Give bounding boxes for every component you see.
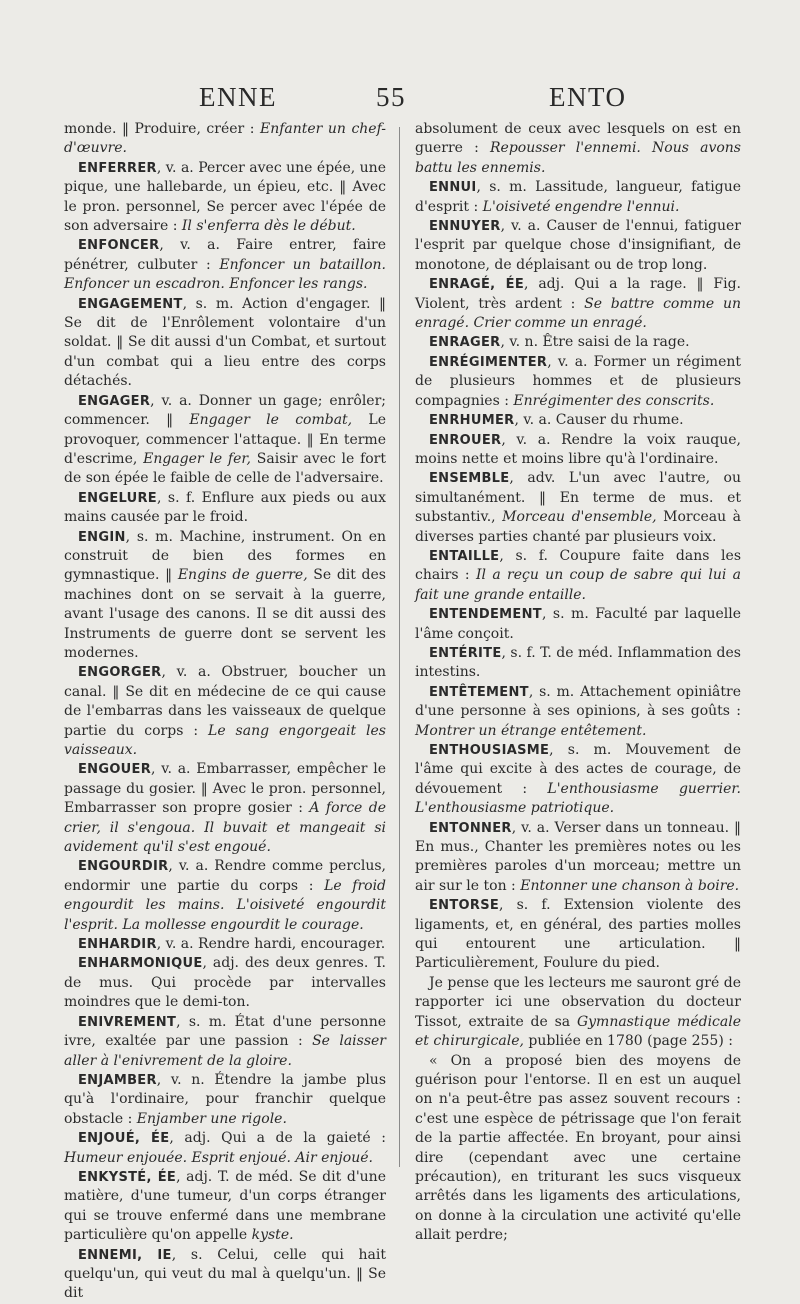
dictionary-entry: [415, 178, 741, 217]
entry-headword: ENJOUÉ, ÉE: [78, 1131, 170, 1147]
entry-headword: ENKYSTÉ, ÉE: [78, 1169, 177, 1185]
example-text: Engager le combat,: [189, 412, 353, 429]
definition-text: , v. a. Former un régiment de plusieurs hommes et de plusieurs compagnies :: [415, 353, 741, 409]
definition-text: , s. m. Mouvement de l'âme qui excite à des actes de courage, de dévouement :: [415, 742, 741, 797]
entry-headword: ENNEMI, IE: [78, 1247, 172, 1263]
definition-text: , s. m. Lassitude, langueur, fatigue d'esprit :: [415, 179, 741, 215]
definition-text: Morceau à diverses parties chanté par plusieurs voix.: [415, 509, 741, 545]
entry-headword: ENGIN: [78, 529, 126, 545]
entry-headword: ENGOUER: [78, 762, 152, 778]
definition-text: , v. a. Causer de l'ennui, fatiguer l'esprit par quelque chose d'insignifiant, de monotone, de déplaisant ou de trop long.: [415, 218, 741, 273]
dictionary-entry: [64, 392, 386, 489]
example-text: kyste.: [251, 1227, 294, 1244]
dictionary-entry: [415, 431, 741, 470]
definition-text: , v. a. Obstruer, boucher un canal. ‖ Se dit en médecine de ce qui cause de l'embarras dans les vaisseaux de quelque partie du corps :: [64, 664, 386, 739]
dictionary-entry: [415, 120, 741, 178]
entry-headword: ENGORGER: [78, 665, 162, 681]
dictionary-entry: [415, 469, 741, 547]
definition-text: , v. a. Verser dans un tonneau. ‖ En mus., Chanter les premières notes ou les premières paroles d'un morceau; mettre un air sur le ton :: [415, 819, 741, 894]
definition-text: , v. a. Rendre comme perclus, endormir une partie du corps :: [64, 858, 386, 894]
example-text: Humeur enjouée. Esprit enjoué. Air enjoué.: [64, 1149, 373, 1166]
definition-text: publiée en 1780 (page 255) :: [523, 1033, 733, 1050]
definition-text: , s. m. Action d'engager. ‖ Se dit de l'Enrôlement volontaire d'un soldat. ‖ Se dit aussi d'un Combat, et surtout d'un combat qui a lieu entre des corps détachés.: [64, 295, 386, 390]
dictionary-entry: [64, 935, 386, 954]
definition-text: , adj. Qui a la rage. ‖ Fig. Violent, très ardent :: [415, 276, 742, 312]
example-text: Enrégimenter des conscrits.: [513, 392, 715, 409]
definition-text: , s. m. Machine, instrument. On en construit de bien des formes en gymnastique. ‖: [64, 528, 386, 584]
example-text: Morceau d'ensemble,: [502, 509, 657, 526]
definition-text: , adj. T. de méd. Se dit d'une matière, d'une tumeur, d'un corps étranger qui se trouve enfermé dans une membrane particulière qu'on appelle: [64, 1168, 386, 1244]
right-guide-word: ENTO: [549, 82, 627, 112]
example-text: L'oisiveté engendre l'ennui.: [482, 198, 680, 215]
dictionary-entry: [415, 333, 741, 352]
entry-headword: ENTÊTEMENT: [429, 684, 529, 700]
entry-headword: ENTORSE: [429, 898, 500, 914]
definition-text: , v. a. Donner un gage; enrôler; commencer. ‖: [64, 392, 386, 429]
example-text: Gymnastique médicale et chirurgicale,: [415, 1013, 741, 1050]
dictionary-entry: [64, 528, 386, 664]
definition-text: , s. f. Extension violente des ligaments, et, en général, des parties molles qui entourent une articulation. ‖ Particulièrement, Foulure du pied.: [415, 897, 741, 972]
entry-headword: ENGELURE: [78, 490, 157, 506]
running-header: [0, 82, 800, 122]
example-text: Montrer un étrange entêtement.: [415, 722, 647, 739]
entry-headword: ENTHOUSIASME: [429, 743, 550, 758]
entry-headword: ENGOURDIR: [78, 859, 169, 875]
example-text: A force de crier, il s'engoua. Il buvait et mangeait si avidement qu'il s'est engoué.: [64, 800, 386, 856]
dictionary-entry: [415, 644, 741, 683]
entry-headword: ENHARDIR: [78, 937, 157, 953]
definition-text: , s. m. Attachement opiniâtre d'une personne à ses opinions, à ses goûts :: [415, 683, 741, 720]
definition-text: , v. a. Rendre hardi, encourager.: [156, 936, 386, 953]
example-text: Enfoncer un bataillon. Enfoncer un escadron. Enfoncer les rangs.: [64, 256, 386, 293]
definition-text: , v. a. Embarrasser, empêcher le passage du gosier. ‖ Avec le pron. personnel, Embarrasser son propre gosier :: [64, 761, 386, 817]
example-text: Repousser l'ennemi. Nous avons battu les ennemis.: [415, 140, 741, 176]
dictionary-entry: [415, 353, 741, 411]
dictionary-entry: [64, 663, 386, 760]
example-text: Il s'enferra dès le début.: [181, 218, 356, 235]
definition-text: , s. m. Faculté par laquelle l'âme conçoit.: [415, 606, 741, 642]
definition-text: , v. a. Rendre la voix rauque, moins nette et moins libre qu'à l'ordinaire.: [415, 431, 741, 467]
dictionary-entry: [64, 295, 386, 392]
example-text: Engager le fer,: [143, 450, 251, 467]
dictionary-entry: [64, 120, 386, 159]
definition-text: , s. f. Coupure faite dans les chairs :: [415, 547, 741, 584]
definition-text: monde. ‖ Produire, créer :: [64, 121, 260, 137]
entry-headword: ENNUI: [429, 180, 477, 196]
entry-headword: ENROUER: [429, 432, 502, 448]
entry-headword: ENTENDEMENT: [429, 607, 542, 623]
definition-text: , v. n. Étendre la jambe plus qu'à l'ordinaire, pour franchir quelque obstacle :: [64, 1071, 386, 1127]
body-paragraph: [415, 974, 741, 1052]
entry-headword: ENHARMONIQUE: [78, 956, 203, 972]
dictionary-entry: [415, 217, 741, 275]
entry-headword: ENSEMBLE: [429, 471, 510, 487]
column-divider: [399, 127, 400, 1167]
dictionary-entry: [64, 159, 386, 237]
example-text: Engins de guerre,: [177, 567, 308, 584]
page-number: 55: [376, 82, 406, 112]
dictionary-entry: [64, 760, 386, 857]
definition-text: Je pense que les lecteurs me sauront gré de rapporter ici une observation du docteur Tissot, extraite de sa: [415, 974, 741, 1030]
definition-text: Se dit des machines dont on se servait à la guerre, avant l'usage des canons. Il se dit aussi des Instruments de guerre dont se servent les modernes.: [64, 567, 386, 661]
dictionary-entry: [64, 489, 386, 528]
dictionary-entry: [64, 857, 386, 935]
definition-text: , adj. des deux genres. T. de mus. Qui procède par intervalles moindres que le demi-ton.: [64, 955, 386, 1011]
example-text: Se laisser aller à l'enivrement de la gloire.: [64, 1033, 386, 1069]
definition-text: , s. f. T. de méd. Inflammation des intestins.: [415, 644, 741, 681]
entry-headword: ENNUYER: [429, 219, 501, 235]
dictionary-entry: [415, 741, 741, 819]
example-text: Se battre comme un enragé. Crier comme un enragé.: [415, 295, 741, 332]
definition-text: , s. m. État d'une personne ivre, exaltée par une passion :: [64, 1013, 386, 1050]
entry-headword: ENFERRER: [78, 160, 157, 176]
entry-headword: ENRÉGIMENTER: [429, 354, 548, 370]
definition-text: , s. Celui, celle qui hait quelqu'un, qui veut du mal à quelqu'un. ‖ Se dit: [64, 1246, 387, 1302]
dictionary-entry: [415, 411, 741, 430]
dictionary-entry: [64, 1246, 386, 1304]
example-text: Le froid engourdit les mains. L'oisiveté engourdit l'esprit. La mollesse engourdit le courage.: [64, 877, 387, 933]
dictionary-entry: [64, 1013, 386, 1071]
example-text: Enfanter un chef-d'œuvre.: [64, 121, 387, 157]
entry-headword: ENTONNER: [429, 820, 512, 836]
entry-headword: ENRAGÉ, ÉE: [429, 277, 525, 293]
definition-text: Saisir avec le fort de son épée le faible de celle de l'adversaire.: [64, 450, 386, 487]
entry-headword: ENFONCER: [78, 238, 160, 254]
example-text: Enjamber une rigole.: [136, 1110, 287, 1127]
dictionary-entry: [415, 275, 741, 333]
entry-headword: ENTAILLE: [429, 548, 500, 564]
definition-text: , s. f. Enflure aux pieds ou aux mains causée par le froid.: [64, 489, 386, 526]
dictionary-entry: [64, 1129, 386, 1168]
definition-text: absolument de ceux avec lesquels on est en guerre :: [415, 121, 741, 157]
dictionary-entry: [415, 605, 741, 644]
entry-headword: ENGAGEMENT: [78, 296, 183, 312]
left-column: [64, 120, 386, 1304]
definition-text: , adv. L'un avec l'autre, ou simultanément. ‖ En terme de mus. et substantiv.,: [415, 470, 741, 526]
dictionary-entry: [415, 547, 741, 605]
left-guide-word: ENNE: [199, 82, 277, 112]
example-text: Entonner une chanson à boire.: [520, 877, 740, 894]
example-text: L'enthousiasme guerrier. L'enthousiasme patriotique.: [415, 780, 741, 817]
entry-headword: ENIVREMENT: [78, 1014, 177, 1030]
dictionary-entry: [415, 819, 741, 897]
definition-text: , adj. Qui a de la gaieté :: [169, 1130, 386, 1147]
dictionary-entry: [64, 954, 386, 1012]
definition-text: , v. a. Percer avec une épée, une pique, une hallebarde, un épieu, etc. ‖ Avec le pron. personnel, Se percer avec l'épée de son adversaire :: [64, 159, 386, 235]
dictionary-entry: [415, 896, 741, 974]
example-text: Le sang engorgeait les vaisseaux.: [64, 722, 386, 758]
definition-text: , v. n. Être saisi de la rage.: [500, 334, 690, 351]
entry-headword: ENRAGER: [429, 335, 501, 351]
right-column: [415, 120, 741, 1246]
entry-headword: ENTÉRITE: [429, 645, 502, 661]
definition-text: , v. a. Faire entrer, faire pénétrer, culbuter :: [64, 237, 386, 273]
dictionary-entry: [64, 1168, 386, 1246]
entry-headword: ENJAMBER: [78, 1072, 157, 1088]
definition-text: , v. a. Causer du rhume.: [514, 412, 684, 429]
definition-text: Le provoquer, commencer l'attaque. ‖ En terme d'escrime,: [64, 412, 386, 467]
example-text: Il a reçu un coup de sabre qui lui a fait une grande entaille.: [415, 567, 741, 603]
dictionary-entry: [64, 1071, 386, 1129]
body-paragraph: [415, 1052, 741, 1246]
entry-headword: ENGAGER: [78, 393, 151, 409]
dictionary-entry: [64, 236, 386, 294]
definition-text: « On a proposé bien des moyens de guérison pour l'entorse. Il en est un auquel on n'a peut-être pas assez souvent recours : c'est une espèce de pétrissage que l'on ferait de la partie affectée. En broyant, pour ainsi dire (cependant avec une certaine précaution), en triturant les sucs visqueux arrêtés dans les ligaments des articulations, on donne à la circulation une activité qu'elle allait perdre;: [415, 1052, 741, 1244]
dictionary-entry: [415, 683, 741, 741]
entry-headword: ENRHUMER: [429, 413, 515, 429]
